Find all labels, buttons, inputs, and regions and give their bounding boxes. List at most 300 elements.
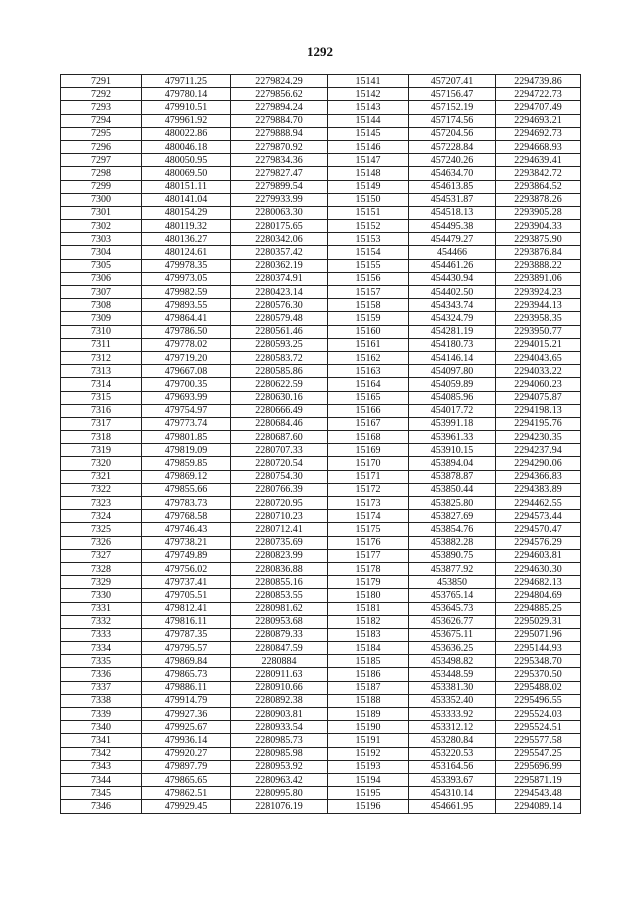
- table-row: [61, 88, 581, 101]
- table-row: [61, 272, 581, 285]
- x-coordinate-left-cell: 479864.41: [142, 312, 231, 325]
- table-row: [61, 615, 581, 628]
- point-number-left-cell: 7299: [61, 180, 142, 193]
- x-coordinate-right-cell: 453333.92: [409, 708, 496, 721]
- x-coordinate-left-cell: 479819.09: [142, 444, 231, 457]
- y-coordinate-left-cell: 2280175.65: [231, 220, 328, 233]
- point-number-left-cell: 7344: [61, 773, 142, 786]
- y-coordinate-left-cell: 2280853.55: [231, 589, 328, 602]
- x-coordinate-left-cell: 479787.35: [142, 628, 231, 641]
- x-coordinate-left-cell: 479936.14: [142, 734, 231, 747]
- x-coordinate-right-cell: 453890.75: [409, 549, 496, 562]
- y-coordinate-right-cell: 2295071.96: [496, 628, 581, 641]
- point-number-left-cell: 7293: [61, 101, 142, 114]
- y-coordinate-left-cell: 2280910.66: [231, 681, 328, 694]
- table-row: [61, 470, 581, 483]
- x-coordinate-right-cell: 453381.30: [409, 681, 496, 694]
- point-number-left-cell: 7309: [61, 312, 142, 325]
- y-coordinate-left-cell: 2279827.47: [231, 167, 328, 180]
- point-number-right-cell: 15156: [328, 272, 409, 285]
- x-coordinate-right-cell: 454479.27: [409, 233, 496, 246]
- table-row: [61, 576, 581, 589]
- point-number-right-cell: 15144: [328, 114, 409, 127]
- x-coordinate-right-cell: 453850: [409, 576, 496, 589]
- point-number-left-cell: 7317: [61, 417, 142, 430]
- x-coordinate-right-cell: 453164.56: [409, 760, 496, 773]
- x-coordinate-right-cell: 454097.80: [409, 365, 496, 378]
- point-number-left-cell: 7312: [61, 351, 142, 364]
- y-coordinate-right-cell: 2294383.89: [496, 483, 581, 496]
- y-coordinate-right-cell: 2293924.23: [496, 286, 581, 299]
- point-number-left-cell: 7306: [61, 272, 142, 285]
- point-number-left-cell: 7325: [61, 523, 142, 536]
- x-coordinate-left-cell: 479737.41: [142, 576, 231, 589]
- table-row: [61, 391, 581, 404]
- point-number-right-cell: 15149: [328, 180, 409, 193]
- y-coordinate-right-cell: 2293876.84: [496, 246, 581, 259]
- point-number-left-cell: 7298: [61, 167, 142, 180]
- x-coordinate-left-cell: 479859.85: [142, 457, 231, 470]
- point-number-left-cell: 7294: [61, 114, 142, 127]
- y-coordinate-left-cell: 2280933.54: [231, 721, 328, 734]
- y-coordinate-left-cell: 2279834.36: [231, 154, 328, 167]
- x-coordinate-left-cell: 480136.27: [142, 233, 231, 246]
- point-number-left-cell: 7315: [61, 391, 142, 404]
- y-coordinate-right-cell: 2294290.06: [496, 457, 581, 470]
- x-coordinate-left-cell: 479929.45: [142, 800, 231, 813]
- page-number: 1292: [307, 44, 333, 59]
- x-coordinate-left-cell: 479910.51: [142, 101, 231, 114]
- y-coordinate-right-cell: 2294230.35: [496, 431, 581, 444]
- y-coordinate-right-cell: 2293891.06: [496, 272, 581, 285]
- table-row: [61, 510, 581, 523]
- table-row: [61, 140, 581, 153]
- x-coordinate-left-cell: 479778.02: [142, 338, 231, 351]
- y-coordinate-right-cell: 2293958.35: [496, 312, 581, 325]
- table-body: [61, 75, 581, 814]
- y-coordinate-left-cell: 2279856.62: [231, 88, 328, 101]
- point-number-right-cell: 15183: [328, 628, 409, 641]
- x-coordinate-left-cell: 479862.51: [142, 787, 231, 800]
- y-coordinate-left-cell: 2280666.49: [231, 404, 328, 417]
- y-coordinate-right-cell: 2294366.83: [496, 470, 581, 483]
- x-coordinate-left-cell: 480046.18: [142, 140, 231, 153]
- table-row: [61, 628, 581, 641]
- y-coordinate-left-cell: 2280985.98: [231, 747, 328, 760]
- x-coordinate-right-cell: 454324.79: [409, 312, 496, 325]
- y-coordinate-right-cell: 2293905.28: [496, 206, 581, 219]
- y-coordinate-right-cell: 2294668.93: [496, 140, 581, 153]
- x-coordinate-left-cell: 479886.11: [142, 681, 231, 694]
- point-number-left-cell: 7329: [61, 576, 142, 589]
- x-coordinate-right-cell: 457228.84: [409, 140, 496, 153]
- y-coordinate-right-cell: 2294543.48: [496, 787, 581, 800]
- x-coordinate-right-cell: 454531.87: [409, 193, 496, 206]
- x-coordinate-left-cell: 479719.20: [142, 351, 231, 364]
- table-row: [61, 417, 581, 430]
- x-coordinate-left-cell: 479693.99: [142, 391, 231, 404]
- point-number-left-cell: 7305: [61, 259, 142, 272]
- x-coordinate-left-cell: 479865.73: [142, 668, 231, 681]
- y-coordinate-left-cell: 2280687.60: [231, 431, 328, 444]
- table-row: [61, 404, 581, 417]
- point-number-left-cell: 7342: [61, 747, 142, 760]
- x-coordinate-left-cell: 480141.04: [142, 193, 231, 206]
- point-number-right-cell: 15143: [328, 101, 409, 114]
- point-number-right-cell: 15148: [328, 167, 409, 180]
- x-coordinate-right-cell: 454146.14: [409, 351, 496, 364]
- y-coordinate-right-cell: 2295370.50: [496, 668, 581, 681]
- x-coordinate-left-cell: 479982.59: [142, 286, 231, 299]
- x-coordinate-right-cell: 453882.28: [409, 536, 496, 549]
- x-coordinate-right-cell: 453827.69: [409, 510, 496, 523]
- y-coordinate-left-cell: 2280953.68: [231, 615, 328, 628]
- table-row: [61, 589, 581, 602]
- x-coordinate-right-cell: 454495.38: [409, 220, 496, 233]
- x-coordinate-left-cell: 479816.11: [142, 615, 231, 628]
- point-number-left-cell: 7314: [61, 378, 142, 391]
- point-number-left-cell: 7296: [61, 140, 142, 153]
- point-number-left-cell: 7346: [61, 800, 142, 813]
- point-number-right-cell: 15146: [328, 140, 409, 153]
- point-number-left-cell: 7321: [61, 470, 142, 483]
- table-row: [61, 668, 581, 681]
- point-number-left-cell: 7335: [61, 655, 142, 668]
- x-coordinate-left-cell: 479746.43: [142, 523, 231, 536]
- y-coordinate-left-cell: 2280985.73: [231, 734, 328, 747]
- x-coordinate-right-cell: 457152.19: [409, 101, 496, 114]
- y-coordinate-left-cell: 2279933.99: [231, 193, 328, 206]
- point-number-right-cell: 15142: [328, 88, 409, 101]
- x-coordinate-left-cell: 479768.58: [142, 510, 231, 523]
- x-coordinate-right-cell: 454661.95: [409, 800, 496, 813]
- point-number-left-cell: 7292: [61, 88, 142, 101]
- x-coordinate-right-cell: 453220.53: [409, 747, 496, 760]
- y-coordinate-left-cell: 2280823.99: [231, 549, 328, 562]
- x-coordinate-right-cell: 457174.56: [409, 114, 496, 127]
- y-coordinate-left-cell: 2280593.25: [231, 338, 328, 351]
- point-number-right-cell: 15166: [328, 404, 409, 417]
- x-coordinate-left-cell: 479667.08: [142, 365, 231, 378]
- point-number-right-cell: 15158: [328, 299, 409, 312]
- x-coordinate-right-cell: 453910.15: [409, 444, 496, 457]
- x-coordinate-left-cell: 479801.85: [142, 431, 231, 444]
- x-coordinate-right-cell: 454310.14: [409, 787, 496, 800]
- y-coordinate-right-cell: 2294707.49: [496, 101, 581, 114]
- x-coordinate-left-cell: 479783.73: [142, 497, 231, 510]
- x-coordinate-right-cell: 453850.44: [409, 483, 496, 496]
- y-coordinate-left-cell: 2280855.16: [231, 576, 328, 589]
- point-number-left-cell: 7311: [61, 338, 142, 351]
- x-coordinate-left-cell: 480069.50: [142, 167, 231, 180]
- point-number-left-cell: 7304: [61, 246, 142, 259]
- y-coordinate-right-cell: 2295524.51: [496, 721, 581, 734]
- y-coordinate-left-cell: 2280953.92: [231, 760, 328, 773]
- point-number-left-cell: 7302: [61, 220, 142, 233]
- point-number-left-cell: 7343: [61, 760, 142, 773]
- table-row: [61, 259, 581, 272]
- point-number-right-cell: 15154: [328, 246, 409, 259]
- point-number-right-cell: 15167: [328, 417, 409, 430]
- point-number-right-cell: 15181: [328, 602, 409, 615]
- y-coordinate-right-cell: 2294195.76: [496, 417, 581, 430]
- x-coordinate-right-cell: 453825.80: [409, 497, 496, 510]
- x-coordinate-right-cell: 454180.73: [409, 338, 496, 351]
- table-row: [61, 154, 581, 167]
- y-coordinate-right-cell: 2294462.55: [496, 497, 581, 510]
- point-number-right-cell: 15172: [328, 483, 409, 496]
- point-number-left-cell: 7345: [61, 787, 142, 800]
- x-coordinate-right-cell: 454518.13: [409, 206, 496, 219]
- point-number-right-cell: 15175: [328, 523, 409, 536]
- table-row: [61, 206, 581, 219]
- x-coordinate-right-cell: 453626.77: [409, 615, 496, 628]
- y-coordinate-left-cell: 2280342.06: [231, 233, 328, 246]
- table-row: [61, 351, 581, 364]
- y-coordinate-left-cell: 2280630.16: [231, 391, 328, 404]
- x-coordinate-right-cell: 454634.70: [409, 167, 496, 180]
- point-number-left-cell: 7333: [61, 628, 142, 641]
- point-number-left-cell: 7322: [61, 483, 142, 496]
- table-row: [61, 523, 581, 536]
- x-coordinate-left-cell: 479865.65: [142, 773, 231, 786]
- point-number-right-cell: 15187: [328, 681, 409, 694]
- table-row: [61, 721, 581, 734]
- x-coordinate-right-cell: 453991.18: [409, 417, 496, 430]
- x-coordinate-left-cell: 479756.02: [142, 562, 231, 575]
- point-number-left-cell: 7318: [61, 431, 142, 444]
- y-coordinate-left-cell: 2280735.69: [231, 536, 328, 549]
- x-coordinate-right-cell: 453312.12: [409, 721, 496, 734]
- y-coordinate-right-cell: 2294198.13: [496, 404, 581, 417]
- y-coordinate-left-cell: 2280720.95: [231, 497, 328, 510]
- y-coordinate-right-cell: 2294237.94: [496, 444, 581, 457]
- y-coordinate-right-cell: 2294089.14: [496, 800, 581, 813]
- y-coordinate-left-cell: 2280576.30: [231, 299, 328, 312]
- point-number-right-cell: 15178: [328, 562, 409, 575]
- y-coordinate-right-cell: 2294804.69: [496, 589, 581, 602]
- x-coordinate-left-cell: 479786.50: [142, 325, 231, 338]
- y-coordinate-left-cell: 2280836.88: [231, 562, 328, 575]
- table-row: [61, 101, 581, 114]
- point-number-right-cell: 15169: [328, 444, 409, 457]
- x-coordinate-left-cell: 479897.79: [142, 760, 231, 773]
- y-coordinate-right-cell: 2294075.87: [496, 391, 581, 404]
- table-row: [61, 233, 581, 246]
- y-coordinate-right-cell: 2294693.21: [496, 114, 581, 127]
- table-row: [61, 549, 581, 562]
- point-number-right-cell: 15141: [328, 75, 409, 88]
- y-coordinate-right-cell: 2294692.73: [496, 127, 581, 140]
- x-coordinate-right-cell: 453675.11: [409, 628, 496, 641]
- point-number-right-cell: 15184: [328, 642, 409, 655]
- point-number-right-cell: 15191: [328, 734, 409, 747]
- table-row: [61, 655, 581, 668]
- y-coordinate-left-cell: 2280754.30: [231, 470, 328, 483]
- y-coordinate-right-cell: 2293904.33: [496, 220, 581, 233]
- table-row: [61, 312, 581, 325]
- x-coordinate-right-cell: 453894.04: [409, 457, 496, 470]
- point-number-left-cell: 7324: [61, 510, 142, 523]
- y-coordinate-left-cell: 2280684.46: [231, 417, 328, 430]
- x-coordinate-left-cell: 479773.74: [142, 417, 231, 430]
- table-row: [61, 800, 581, 813]
- x-coordinate-right-cell: 454017.72: [409, 404, 496, 417]
- x-coordinate-right-cell: 457156.47: [409, 88, 496, 101]
- point-number-right-cell: 15194: [328, 773, 409, 786]
- x-coordinate-left-cell: 480119.32: [142, 220, 231, 233]
- point-number-right-cell: 15165: [328, 391, 409, 404]
- x-coordinate-right-cell: 453498.82: [409, 655, 496, 668]
- x-coordinate-left-cell: 479700.35: [142, 378, 231, 391]
- y-coordinate-right-cell: 2294043.65: [496, 351, 581, 364]
- y-coordinate-left-cell: 2280622.59: [231, 378, 328, 391]
- point-number-right-cell: 15160: [328, 325, 409, 338]
- point-number-left-cell: 7313: [61, 365, 142, 378]
- point-number-right-cell: 15145: [328, 127, 409, 140]
- y-coordinate-left-cell: 2280911.63: [231, 668, 328, 681]
- x-coordinate-left-cell: 479869.12: [142, 470, 231, 483]
- y-coordinate-left-cell: 2280707.33: [231, 444, 328, 457]
- y-coordinate-right-cell: 2294682.13: [496, 576, 581, 589]
- x-coordinate-right-cell: 453645.73: [409, 602, 496, 615]
- point-number-right-cell: 15190: [328, 721, 409, 734]
- y-coordinate-left-cell: 2279870.92: [231, 140, 328, 153]
- x-coordinate-left-cell: 480022.86: [142, 127, 231, 140]
- point-number-left-cell: 7332: [61, 615, 142, 628]
- point-number-left-cell: 7301: [61, 206, 142, 219]
- y-coordinate-right-cell: 2294060.23: [496, 378, 581, 391]
- y-coordinate-left-cell: 2280963.42: [231, 773, 328, 786]
- y-coordinate-right-cell: 2293950.77: [496, 325, 581, 338]
- point-number-right-cell: 15176: [328, 536, 409, 549]
- y-coordinate-right-cell: 2293864.52: [496, 180, 581, 193]
- table-row: [61, 338, 581, 351]
- y-coordinate-left-cell: 2280892.38: [231, 694, 328, 707]
- point-number-left-cell: 7307: [61, 286, 142, 299]
- y-coordinate-left-cell: 2280995.80: [231, 787, 328, 800]
- point-number-left-cell: 7319: [61, 444, 142, 457]
- table-row: [61, 444, 581, 457]
- point-number-left-cell: 7310: [61, 325, 142, 338]
- point-number-right-cell: 15147: [328, 154, 409, 167]
- y-coordinate-right-cell: 2295871.19: [496, 773, 581, 786]
- point-number-left-cell: 7330: [61, 589, 142, 602]
- table-row: [61, 365, 581, 378]
- y-coordinate-left-cell: 2280710.23: [231, 510, 328, 523]
- x-coordinate-right-cell: 454059.89: [409, 378, 496, 391]
- x-coordinate-left-cell: 479754.97: [142, 404, 231, 417]
- table-row: [61, 602, 581, 615]
- y-coordinate-right-cell: 2293944.13: [496, 299, 581, 312]
- y-coordinate-left-cell: 2280423.14: [231, 286, 328, 299]
- x-coordinate-right-cell: 454430.94: [409, 272, 496, 285]
- point-number-left-cell: 7331: [61, 602, 142, 615]
- y-coordinate-left-cell: 2280884: [231, 655, 328, 668]
- y-coordinate-left-cell: 2280357.42: [231, 246, 328, 259]
- point-number-right-cell: 15153: [328, 233, 409, 246]
- point-number-left-cell: 7340: [61, 721, 142, 734]
- x-coordinate-right-cell: 453393.67: [409, 773, 496, 786]
- y-coordinate-right-cell: 2294570.47: [496, 523, 581, 536]
- point-number-right-cell: 15174: [328, 510, 409, 523]
- point-number-right-cell: 15164: [328, 378, 409, 391]
- x-coordinate-left-cell: 479973.05: [142, 272, 231, 285]
- point-number-right-cell: 15188: [328, 694, 409, 707]
- point-number-left-cell: 7338: [61, 694, 142, 707]
- x-coordinate-right-cell: 453877.92: [409, 562, 496, 575]
- x-coordinate-right-cell: 457240.26: [409, 154, 496, 167]
- y-coordinate-right-cell: 2294885.25: [496, 602, 581, 615]
- point-number-left-cell: 7303: [61, 233, 142, 246]
- point-number-right-cell: 15170: [328, 457, 409, 470]
- x-coordinate-right-cell: 453448.59: [409, 668, 496, 681]
- table-row: [61, 378, 581, 391]
- x-coordinate-right-cell: 457207.41: [409, 75, 496, 88]
- point-number-right-cell: 15177: [328, 549, 409, 562]
- x-coordinate-left-cell: 479812.41: [142, 602, 231, 615]
- point-number-right-cell: 15193: [328, 760, 409, 773]
- point-number-left-cell: 7328: [61, 562, 142, 575]
- point-number-left-cell: 7291: [61, 75, 142, 88]
- y-coordinate-right-cell: 2295577.58: [496, 734, 581, 747]
- x-coordinate-right-cell: 453854.76: [409, 523, 496, 536]
- x-coordinate-right-cell: 454466: [409, 246, 496, 259]
- y-coordinate-right-cell: 2295144.93: [496, 642, 581, 655]
- table-row: [61, 167, 581, 180]
- y-coordinate-right-cell: 2294630.30: [496, 562, 581, 575]
- point-number-right-cell: 15196: [328, 800, 409, 813]
- coordinates-table: [60, 74, 581, 814]
- table-row: [61, 760, 581, 773]
- y-coordinate-left-cell: 2279824.29: [231, 75, 328, 88]
- table-row: [61, 246, 581, 259]
- x-coordinate-left-cell: 480050.95: [142, 154, 231, 167]
- x-coordinate-right-cell: 453878.87: [409, 470, 496, 483]
- point-number-left-cell: 7316: [61, 404, 142, 417]
- point-number-right-cell: 15182: [328, 615, 409, 628]
- y-coordinate-right-cell: 2293888.22: [496, 259, 581, 272]
- table-row: [61, 787, 581, 800]
- y-coordinate-left-cell: 2280063.30: [231, 206, 328, 219]
- table-row: [61, 562, 581, 575]
- point-number-right-cell: 15151: [328, 206, 409, 219]
- point-number-right-cell: 15195: [328, 787, 409, 800]
- table-row: [61, 75, 581, 88]
- x-coordinate-right-cell: 454461.26: [409, 259, 496, 272]
- point-number-right-cell: 15152: [328, 220, 409, 233]
- point-number-right-cell: 15159: [328, 312, 409, 325]
- table-row: [61, 681, 581, 694]
- y-coordinate-right-cell: 2294573.44: [496, 510, 581, 523]
- y-coordinate-right-cell: 2295488.02: [496, 681, 581, 694]
- x-coordinate-left-cell: 479855.66: [142, 483, 231, 496]
- point-number-right-cell: 15173: [328, 497, 409, 510]
- point-number-left-cell: 7323: [61, 497, 142, 510]
- y-coordinate-right-cell: 2294033.22: [496, 365, 581, 378]
- y-coordinate-left-cell: 2280362.19: [231, 259, 328, 272]
- y-coordinate-left-cell: 2280374.91: [231, 272, 328, 285]
- x-coordinate-left-cell: 479920.27: [142, 747, 231, 760]
- y-coordinate-right-cell: 2294603.81: [496, 549, 581, 562]
- y-coordinate-left-cell: 2279894.24: [231, 101, 328, 114]
- y-coordinate-right-cell: 2293878.26: [496, 193, 581, 206]
- x-coordinate-right-cell: 453352.40: [409, 694, 496, 707]
- point-number-left-cell: 7320: [61, 457, 142, 470]
- x-coordinate-right-cell: 454613.85: [409, 180, 496, 193]
- x-coordinate-left-cell: 479978.35: [142, 259, 231, 272]
- table-row: [61, 536, 581, 549]
